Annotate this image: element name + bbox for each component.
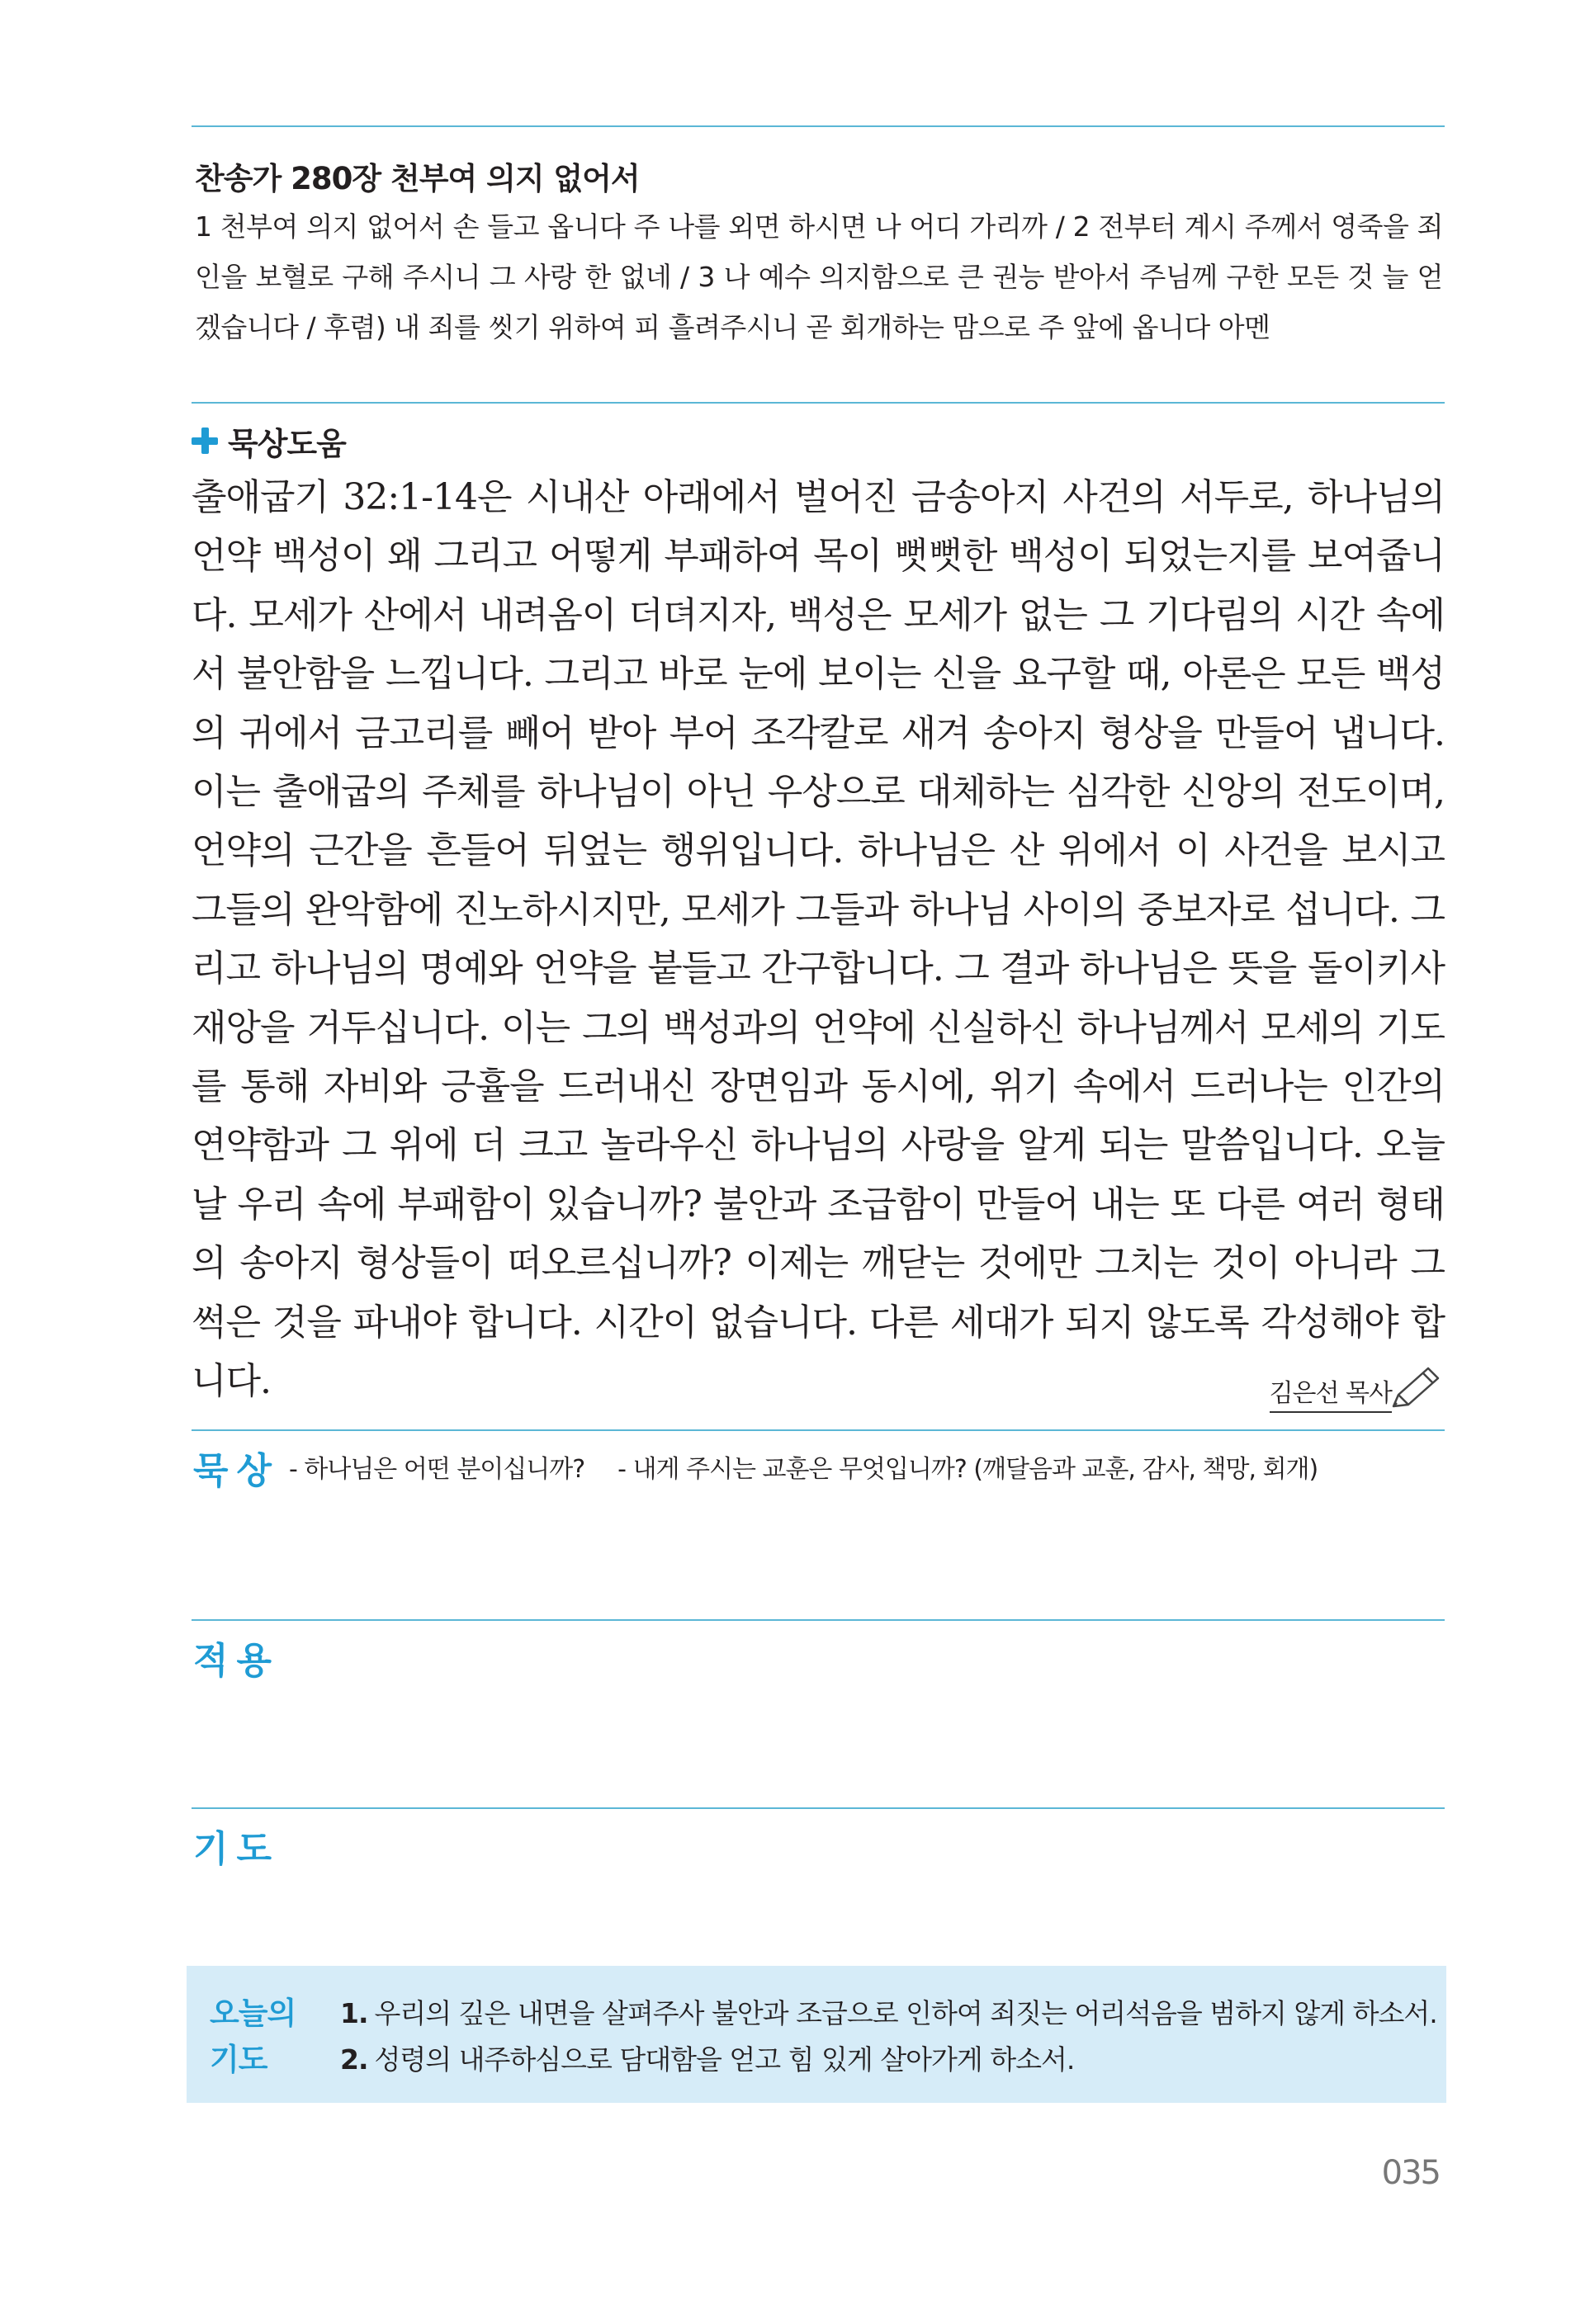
plus-icon	[192, 427, 218, 454]
hymn-title: 찬송가 280장 천부여 의지 없어서	[195, 161, 640, 196]
todays-prayer-label: 오늘의 기도	[210, 1996, 296, 2077]
hymn-lyrics: 1 천부여 의지 없어서 손 들고 옵니다 주 나를 외면 하시면 나 어디 가리까 / 2 전부터 계시 주께서 영죽을 죄인을 보혈로 구해 주시니 그 사랑 한 없네 / 3 나 예수 의지함으로 큰 권능 받아서 주님께 구한 모든 것 늘 얻겠습니다 / 후렴) 내 죄를 씻기 위하여 피 흘려주시니 곧 회개하는 맘으로 주 앞에 옵니다 아멘	[195, 210, 1443, 343]
reflection-divider	[192, 1429, 1445, 1431]
reflection-question-2: - 내게 주시는 교훈은 무엇입니까? (깨달음과 교훈, 감사, 책망, 회개)	[617, 1455, 1318, 1484]
prayer-item	[340, 2037, 1437, 2083]
application-divider	[192, 1619, 1445, 1621]
hymn-divider	[192, 402, 1445, 404]
author-name: 김은선 목사	[1270, 1372, 1392, 1413]
todays-prayer-box	[187, 1966, 1446, 2103]
prayer-item-number: 2.	[340, 2043, 368, 2076]
reflection-questions	[289, 1448, 1318, 1485]
top-divider	[192, 125, 1445, 127]
prayer-item-number: 1.	[340, 1997, 368, 2029]
pencil-icon	[1387, 1363, 1445, 1413]
application-title: 적용	[193, 1640, 281, 1682]
meditation-heading	[192, 419, 346, 462]
prayer-item	[340, 1991, 1437, 2037]
prayer-divider	[192, 1807, 1445, 1809]
prayer-item-text: 성령의 내주하심으로 담대함을 얻고 힘 있게 살아가게 하소서.	[374, 2043, 1075, 2076]
todays-prayer-list	[340, 1991, 1437, 2083]
prayer-title: 기도	[193, 1828, 281, 1870]
author-signature	[1270, 1363, 1445, 1413]
page-number: 035	[1381, 2154, 1440, 2192]
prayer-item-text: 우리의 깊은 내면을 살펴주사 불안과 조급으로 인하여 죄짓는 어리석음을 범하지 않게 하소서.	[374, 1997, 1437, 2029]
meditation-heading-label: 묵상도움	[228, 425, 346, 462]
reflection-title: 묵상	[193, 1450, 281, 1492]
reflection-question-1: - 하나님은 어떤 분이십니까?	[289, 1455, 585, 1484]
meditation-body: 출애굽기 32:1-14은 시내산 아래에서 벌어진 금송아지 사건의 서두로, 하나님의 언약 백성이 왜 그리고 어떻게 부패하여 목이 뻣뻣한 백성이 되었는지를 보여줍니다. 모세가 산에서 내려옴이 더뎌지자, 백성은 모세가 없는 그 기다림의 시간 속에서 불안함을 느낍니다. 그리고 바로 눈에 보이는 신을 요구할 때, 아론은 모든 백성의 귀에서 금고리를 빼어 받아 부어 조각칼로 새겨 송아지 형상을 만들어 냅니다. 이는 출애굽의 주체를 하나님이 아닌 우상으로 대체하는 심각한 신앙의 전도이며, 언약의 근간을 흔들어 뒤엎는 행위입니다. 하나님은 산 위에서 이 사건을 보시고 그들의 완악함에 진노하시지만, 모세가 그들과 하나님 사이의 중보자로 섭니다. 그리고 하나님의 명예와 언약을 붙들고 간구합니다. 그 결과 하나님은 뜻을 돌이키사 재앙을 거두십니다. 이는 그의 백성과의 언약에 신실하신 하나님께서 모세의 기도를 통해 자비와 긍휼을 드러내신 장면임과 동시에, 위기 속에서 드러나는 인간의 연약함과 그 위에 더 크고 놀라우신 하나님의 사랑을 알게 되는 말씀입니다. 오늘날 우리 속에 부패함이 있습니까? 불안과 조급함이 만들어 내는 또 다른 여러 형태의 송아지 형상들이 떠오르십니까? 이제는 깨닫는 것에만 그치는 것이 아니라 그 썩은 것을 파내야 합니다. 시간이 없습니다. 다른 세대가 되지 않도록 각성해야 합니다.	[192, 476, 1445, 1403]
